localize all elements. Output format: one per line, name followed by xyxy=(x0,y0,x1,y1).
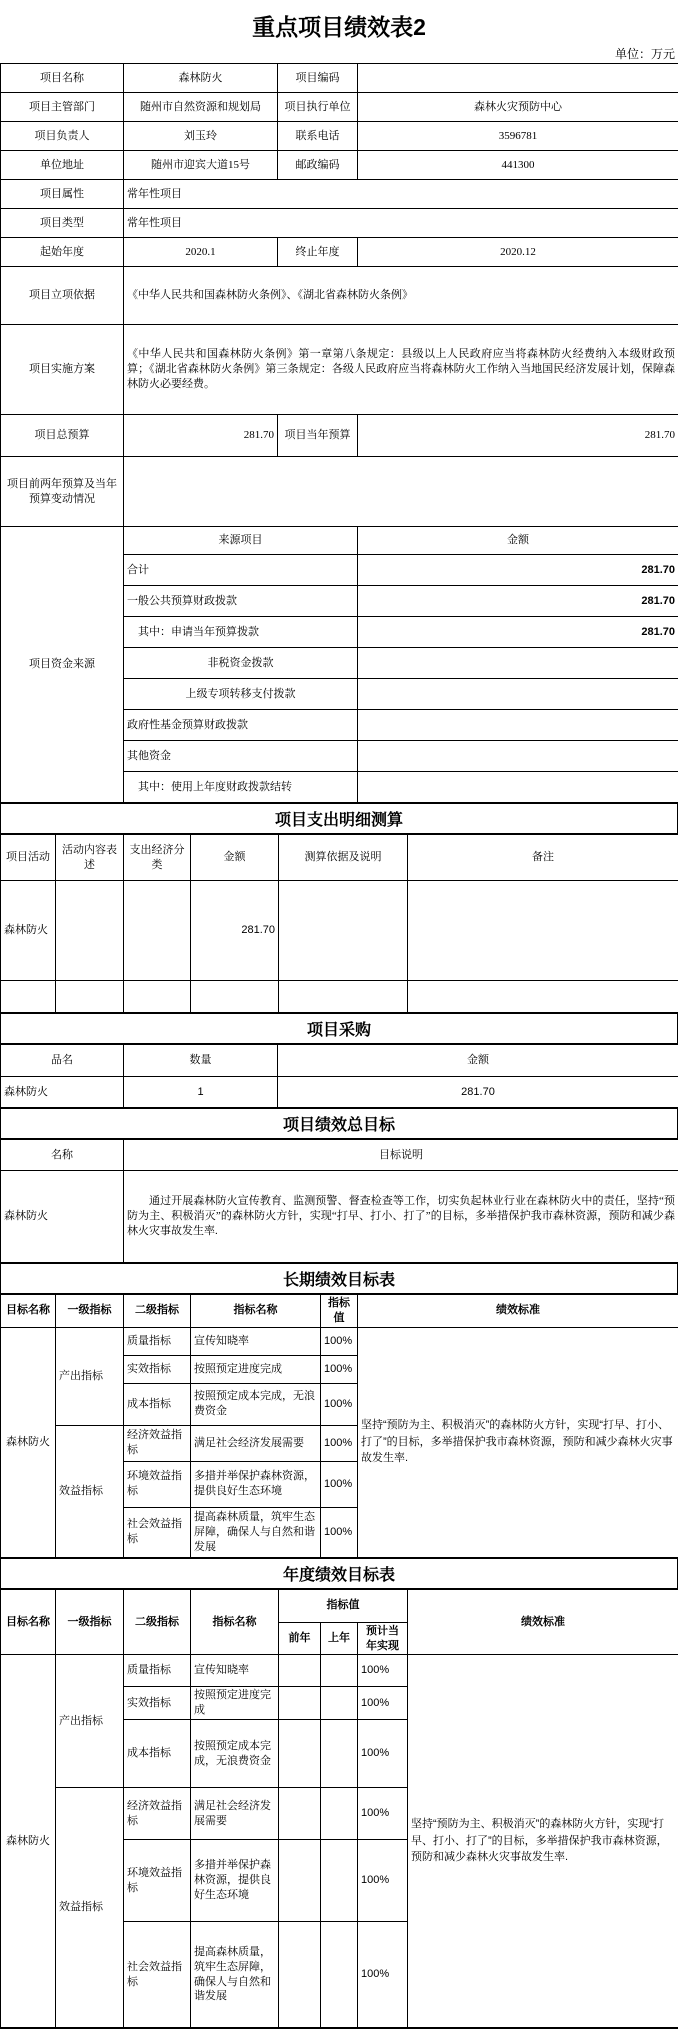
table-row xyxy=(1,457,678,527)
annual-goal-name: 森林防火 xyxy=(1,1655,56,2028)
expense-activity xyxy=(1,981,56,1013)
longterm-level2: 环境效益指标 xyxy=(124,1461,191,1507)
longterm-goal-name: 森林防火 xyxy=(1,1327,56,1557)
table-row xyxy=(1,64,678,93)
funding-row-name: 其中：使用上年度财政拨款结转 xyxy=(124,772,358,803)
expense-content xyxy=(56,881,124,981)
funding-row-amount xyxy=(358,772,678,803)
annual-prev1-value xyxy=(321,1840,358,1922)
annual-prev2-value xyxy=(279,1788,321,1840)
annual-level2: 环境效益指标 xyxy=(124,1840,191,1922)
annual-expected-value: 100% xyxy=(358,1687,408,1720)
funding-row-name: 上级专项转移支付拨款 xyxy=(124,679,358,710)
longterm-indicator-name: 满足社会经济发展需要 xyxy=(191,1425,321,1461)
longterm-standard: 坚持“预防为主、积极消灭”的森林防火方针，实现“打早、打小、打了”的目标，多举措保护我市森林资源，预防和减少森林火灾事故发生率. xyxy=(358,1327,678,1557)
expense-note xyxy=(408,981,678,1013)
expense-header-note: 备注 xyxy=(408,835,678,881)
annual-header-prev1: 上年 xyxy=(321,1622,358,1655)
longterm-level2: 经济效益指标 xyxy=(124,1425,191,1461)
funding-row-amount xyxy=(358,648,678,679)
project-info-table xyxy=(0,63,678,527)
annual-prev1-value xyxy=(321,1687,358,1720)
table-row xyxy=(1,1295,678,1328)
longterm-level2: 实效指标 xyxy=(124,1355,191,1383)
total-budget-label: 项目总预算 xyxy=(1,415,124,457)
expense-content xyxy=(56,981,124,1013)
funding-row-amount: 281.70 xyxy=(358,586,678,617)
longterm-indicator-name: 多措并举保护森林资源，提供良好生态环境 xyxy=(191,1461,321,1507)
start-year-label: 起始年度 xyxy=(1,238,124,267)
plan-label: 项目实施方案 xyxy=(1,325,124,415)
annual-prev2-value xyxy=(279,1840,321,1922)
table-row xyxy=(1,835,678,881)
annual-prev2-value xyxy=(279,1720,321,1788)
annual-header-level1: 一级指标 xyxy=(56,1589,124,1655)
annual-level2: 质量指标 xyxy=(124,1655,191,1687)
section-title-expense: 项目支出明细测算 xyxy=(0,802,678,835)
longterm-level2: 质量指标 xyxy=(124,1327,191,1355)
expense-header-amount: 金额 xyxy=(191,835,279,881)
table-row xyxy=(1,325,678,415)
longterm-header-goal: 目标名称 xyxy=(1,1295,56,1328)
procurement-amount: 281.70 xyxy=(278,1077,678,1108)
annual-prev2-value xyxy=(279,1922,321,2028)
funding-row-name: 非税资金拨款 xyxy=(124,648,358,679)
longterm-indicator-value: 100% xyxy=(321,1383,358,1425)
procurement-table xyxy=(0,1044,678,1108)
annual-header-goal: 目标名称 xyxy=(1,1589,56,1655)
postcode-label: 邮政编码 xyxy=(278,151,358,180)
annual-indicator-name: 按照预定成本完成，无浪费资金 xyxy=(191,1720,279,1788)
annual-expected-value: 100% xyxy=(358,1655,408,1687)
expense-category xyxy=(124,881,191,981)
project-name-value: 森林防火 xyxy=(124,64,278,93)
goal-name: 森林防火 xyxy=(1,1171,124,1263)
basis-value: 《中华人民共和国森林防火条例》、《湖北省森林防火条例》 xyxy=(124,267,678,325)
leader-value: 刘玉玲 xyxy=(124,122,278,151)
procurement-header-qty: 数量 xyxy=(124,1045,278,1077)
expense-category xyxy=(124,981,191,1013)
funding-row-name: 其中：申请当年预算拨款 xyxy=(124,617,358,648)
annual-table xyxy=(0,1589,678,2028)
longterm-indicator-name: 按照预定进度完成 xyxy=(191,1355,321,1383)
table-row xyxy=(1,1045,678,1077)
plan-value: 《中华人民共和国森林防火条例》第一章第八条规定：县级以上人民政府应当将森林防火经费纳入本级财政预算；《湖北省森林防火条例》第三条规定：各级人民政府应当将森林防火工作纳入当地国民经济发展计划，保障森林防火必要经费。 xyxy=(124,325,678,415)
prev-budget-label: 项目前两年预算及当年预算变动情况 xyxy=(1,457,124,527)
table-row xyxy=(1,881,678,981)
annual-header-standard: 绩效标准 xyxy=(408,1589,678,1655)
longterm-header-value: 指标值 xyxy=(321,1295,358,1328)
section-title-annual: 年度绩效目标表 xyxy=(0,1557,678,1590)
expense-header-content: 活动内容表述 xyxy=(56,835,124,881)
funding-source-header: 来源项目 xyxy=(124,527,358,555)
expense-header-category: 支出经济分类 xyxy=(124,835,191,881)
procurement-header-amount: 金额 xyxy=(278,1045,678,1077)
table-row xyxy=(1,180,678,209)
annual-expected-value: 100% xyxy=(358,1840,408,1922)
funding-label: 项目资金来源 xyxy=(1,527,124,803)
basis-label: 项目立项依据 xyxy=(1,267,124,325)
longterm-level2: 社会效益指标 xyxy=(124,1507,191,1557)
expense-amount xyxy=(191,981,279,1013)
funding-row-name: 政府性基金预算财政拨款 xyxy=(124,710,358,741)
goal-desc-header: 目标说明 xyxy=(124,1140,678,1171)
longterm-indicator-value: 100% xyxy=(321,1327,358,1355)
goal-desc: 通过开展森林防火宣传教育、监测预警、督查检查等工作，切实负起林业行业在森林防火中的责任，坚持“预防为主、积极消灭”的森林防火方针，实现“打早、打小、打了”的目标，多举措保护我市森林资源，预防和减少森林火灾事故发生率. xyxy=(124,1171,678,1263)
end-year-value: 2020.12 xyxy=(358,238,678,267)
phone-value: 3596781 xyxy=(358,122,678,151)
funding-row-name: 其他资金 xyxy=(124,741,358,772)
table-row xyxy=(1,122,678,151)
annual-indicator-name: 宣传知晓率 xyxy=(191,1655,279,1687)
annual-expected-value: 100% xyxy=(358,1788,408,1840)
annual-standard: 坚持“预防为主、积极消灭”的森林防火方针，实现“打早、打小、打了”的目标，多举措保护我市森林资源，预防和减少森林火灾事故发生率. xyxy=(408,1655,678,2028)
longterm-table xyxy=(0,1294,678,1558)
funding-row-amount xyxy=(358,679,678,710)
start-year-value: 2020.1 xyxy=(124,238,278,267)
annual-header-expected: 预计当年实现 xyxy=(358,1622,408,1655)
longterm-level2: 成本指标 xyxy=(124,1383,191,1425)
annual-level1-output: 产出指标 xyxy=(56,1655,124,1788)
annual-level2: 经济效益指标 xyxy=(124,1788,191,1840)
longterm-indicator-name: 提高森林质量，筑牢生态屏障，确保人与自然和谐发展 xyxy=(191,1507,321,1557)
funding-row-amount xyxy=(358,741,678,772)
annual-prev2-value xyxy=(279,1687,321,1720)
annual-level2: 成本指标 xyxy=(124,1720,191,1788)
annual-expected-value: 100% xyxy=(358,1922,408,2028)
overall-goal-table xyxy=(0,1139,678,1263)
type-value: 常年性项目 xyxy=(124,209,678,238)
annual-prev1-value xyxy=(321,1720,358,1788)
annual-indicator-name: 满足社会经济发展需要 xyxy=(191,1788,279,1840)
longterm-indicator-value: 100% xyxy=(321,1461,358,1507)
table-row xyxy=(1,527,678,555)
table-row xyxy=(1,93,678,122)
procurement-qty: 1 xyxy=(124,1077,278,1108)
dept-value: 随州市自然资源和规划局 xyxy=(124,93,278,122)
section-title-procurement: 项目采购 xyxy=(0,1012,678,1045)
expense-header-basis: 测算依据及说明 xyxy=(279,835,408,881)
longterm-header-standard: 绩效标准 xyxy=(358,1295,678,1328)
longterm-level1-benefit: 效益指标 xyxy=(56,1425,124,1557)
expense-header-activity: 项目活动 xyxy=(1,835,56,881)
annual-level2: 社会效益指标 xyxy=(124,1922,191,2028)
table-row xyxy=(1,151,678,180)
table-row xyxy=(1,981,678,1013)
table-row xyxy=(1,209,678,238)
annual-prev1-value xyxy=(321,1788,358,1840)
longterm-header-name: 指标名称 xyxy=(191,1295,321,1328)
exec-unit-value: 森林火灾预防中心 xyxy=(358,93,678,122)
expense-table xyxy=(0,834,678,1013)
longterm-indicator-value: 100% xyxy=(321,1507,358,1557)
postcode-value: 441300 xyxy=(358,151,678,180)
leader-label: 项目负责人 xyxy=(1,122,124,151)
longterm-indicator-name: 按照预定成本完成，无浪费资金 xyxy=(191,1383,321,1425)
annual-prev1-value xyxy=(321,1655,358,1687)
table-row xyxy=(1,1077,678,1108)
annual-indicator-name: 提高森林质量，筑牢生态屏障，确保人与自然和谐发展 xyxy=(191,1922,279,2028)
annual-header-level2: 二级指标 xyxy=(124,1589,191,1655)
exec-unit-label: 项目执行单位 xyxy=(278,93,358,122)
total-budget-value: 281.70 xyxy=(124,415,278,457)
table-row xyxy=(1,1171,678,1263)
table-row xyxy=(1,1655,678,1687)
annual-indicator-name: 按照预定进度完成 xyxy=(191,1687,279,1720)
attribute-label: 项目属性 xyxy=(1,180,124,209)
project-code-label: 项目编码 xyxy=(278,64,358,93)
expense-activity: 森林防火 xyxy=(1,881,56,981)
funding-row-name: 合计 xyxy=(124,555,358,586)
section-title-overall-goal: 项目绩效总目标 xyxy=(0,1107,678,1140)
funding-amount-header: 金额 xyxy=(358,527,678,555)
project-code-value xyxy=(358,64,678,93)
table-row xyxy=(1,1140,678,1171)
expense-basis xyxy=(279,881,408,981)
funding-row-name: 一般公共预算财政拨款 xyxy=(124,586,358,617)
annual-header-prev2: 前年 xyxy=(279,1622,321,1655)
type-label: 项目类型 xyxy=(1,209,124,238)
annual-indicator-name: 多措并举保护森林资源，提供良好生态环境 xyxy=(191,1840,279,1922)
address-value: 随州市迎宾大道15号 xyxy=(124,151,278,180)
longterm-level1-output: 产出指标 xyxy=(56,1327,124,1425)
phone-label: 联系电话 xyxy=(278,122,358,151)
funding-row-amount: 281.70 xyxy=(358,555,678,586)
procurement-name: 森林防火 xyxy=(1,1077,124,1108)
table-row xyxy=(1,267,678,325)
year-budget-value: 281.70 xyxy=(358,415,678,457)
table-row xyxy=(1,415,678,457)
expense-amount: 281.70 xyxy=(191,881,279,981)
table-row xyxy=(1,1589,678,1622)
goal-name-header: 名称 xyxy=(1,1140,124,1171)
funding-row-amount xyxy=(358,710,678,741)
longterm-indicator-name: 宣传知晓率 xyxy=(191,1327,321,1355)
longterm-header-level2: 二级指标 xyxy=(124,1295,191,1328)
project-name-label: 项目名称 xyxy=(1,64,124,93)
annual-header-name: 指标名称 xyxy=(191,1589,279,1655)
address-label: 单位地址 xyxy=(1,151,124,180)
procurement-header-name: 品名 xyxy=(1,1045,124,1077)
annual-level2: 实效指标 xyxy=(124,1687,191,1720)
expense-note xyxy=(408,881,678,981)
funding-table xyxy=(0,526,678,803)
annual-prev2-value xyxy=(279,1655,321,1687)
attribute-value: 常年性项目 xyxy=(124,180,678,209)
table-row xyxy=(1,238,678,267)
unit-note: 单位：万元 xyxy=(0,45,678,64)
prev-budget-value xyxy=(124,457,678,527)
annual-prev1-value xyxy=(321,1922,358,2028)
longterm-indicator-value: 100% xyxy=(321,1355,358,1383)
end-year-label: 终止年度 xyxy=(278,238,358,267)
year-budget-label: 项目当年预算 xyxy=(278,415,358,457)
longterm-header-level1: 一级指标 xyxy=(56,1295,124,1328)
page-title: 重点项目绩效表2 xyxy=(0,9,678,42)
table-row xyxy=(1,1327,678,1355)
section-title-longterm: 长期绩效目标表 xyxy=(0,1262,678,1295)
funding-row-amount: 281.70 xyxy=(358,617,678,648)
longterm-indicator-value: 100% xyxy=(321,1425,358,1461)
annual-header-value-group: 指标值 xyxy=(279,1589,408,1622)
dept-label: 项目主管部门 xyxy=(1,93,124,122)
annual-level1-benefit: 效益指标 xyxy=(56,1788,124,2028)
annual-expected-value: 100% xyxy=(358,1720,408,1788)
document-page xyxy=(0,9,678,2029)
expense-basis xyxy=(279,981,408,1013)
